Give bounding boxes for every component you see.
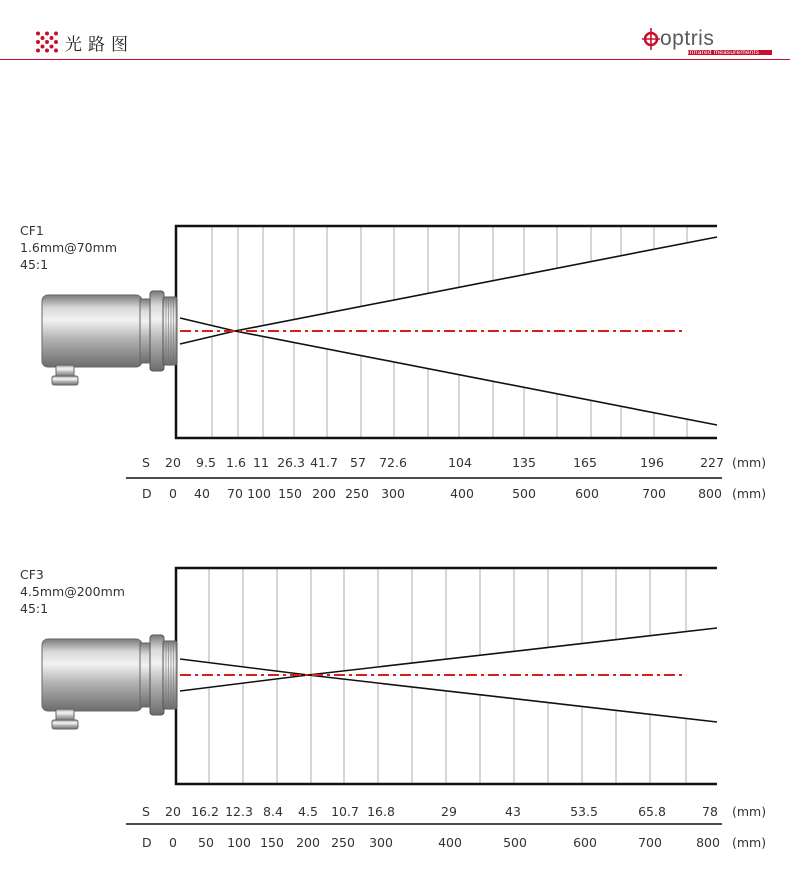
cf3-distance: 800 <box>696 835 720 850</box>
cf3-distance: 250 <box>331 835 355 850</box>
cf3-beam-line <box>180 675 308 691</box>
cf1-distance: 600 <box>575 486 599 501</box>
cf3-spot-size: 29 <box>441 804 457 819</box>
cf3-distance: 200 <box>296 835 320 850</box>
cf3-distance: 150 <box>260 835 284 850</box>
cf3-beam-line <box>308 675 717 722</box>
cf1-distance: 500 <box>512 486 536 501</box>
page-title: 光路图 <box>65 35 134 55</box>
cf1-d-label: D <box>142 486 152 501</box>
cf1-spot-size: 57 <box>350 455 366 470</box>
cf1-sensor-icon <box>42 291 177 385</box>
cf3-optical-diagram <box>0 562 790 850</box>
cf3-spot-size: 53.5 <box>570 804 598 819</box>
logo-subtitle: infrared measurements <box>688 49 760 56</box>
cf1-diagram-svg <box>0 220 790 510</box>
cf1-beam-line <box>235 237 717 331</box>
cf3-model-label: CF3 <box>20 567 44 582</box>
cf3-spot-size: 65.8 <box>638 804 666 819</box>
cf1-distance: 100 <box>247 486 271 501</box>
cf1-spot-size: 196 <box>640 455 664 470</box>
cf3-s-unit: (mm) <box>732 804 767 819</box>
cf3-d-unit: (mm) <box>732 835 767 850</box>
cf1-spot-size: 9.5 <box>196 455 216 470</box>
cf3-spot-size: 16.2 <box>191 804 219 819</box>
cf1-distance: 40 <box>194 486 210 501</box>
cf3-d-label: D <box>142 835 152 850</box>
cf1-s-unit: (mm) <box>732 455 767 470</box>
dot-grid-icon <box>36 31 58 53</box>
cf1-optical-diagram <box>0 220 790 500</box>
cf3-distance: 0 <box>169 835 177 850</box>
cf1-spot-size: 72.6 <box>379 455 407 470</box>
cf3-spot-size: 4.5 <box>298 804 318 819</box>
cf1-spot-size: 165 <box>573 455 597 470</box>
cf1-distance: 70 <box>227 486 243 501</box>
cf3-distance: 600 <box>573 835 597 850</box>
cf3-distance: 100 <box>227 835 251 850</box>
cf3-beam-line <box>308 628 717 675</box>
cf3-distance: 50 <box>198 835 214 850</box>
cf3-distance: 400 <box>438 835 462 850</box>
header-divider <box>0 59 790 60</box>
cf1-beam-line <box>235 331 717 425</box>
cf3-distance: 500 <box>503 835 527 850</box>
cf3-spot-size: 20 <box>165 804 181 819</box>
cf3-spot-size: 43 <box>505 804 521 819</box>
cf3-spot-size: 78 <box>702 804 718 819</box>
cf1-distance: 400 <box>450 486 474 501</box>
cf1-ratio-label: 45:1 <box>20 257 49 272</box>
cf1-distance: 300 <box>381 486 405 501</box>
cf3-distance: 700 <box>638 835 662 850</box>
cf3-diagram-svg <box>0 562 790 852</box>
cf1-distance: 150 <box>278 486 302 501</box>
logo-text: optris <box>660 27 715 50</box>
cf1-model-label: CF1 <box>20 223 44 238</box>
cf3-beam-line <box>180 659 308 675</box>
cf1-spot-size: 1.6 <box>226 455 246 470</box>
cf1-distance: 250 <box>345 486 369 501</box>
cf3-spot-size: 8.4 <box>263 804 283 819</box>
page-header <box>0 0 790 60</box>
cf3-sensor-icon <box>42 635 177 729</box>
cf3-distance: 300 <box>369 835 393 850</box>
cf1-spot-size: 20 <box>165 455 181 470</box>
cf1-beam-line <box>180 318 235 331</box>
cf3-s-label: S <box>142 804 150 819</box>
cf3-spot-size: 16.8 <box>367 804 395 819</box>
cf1-spot-size: 11 <box>253 455 269 470</box>
cf1-s-label: S <box>142 455 150 470</box>
cf1-spot-size: 104 <box>448 455 472 470</box>
cf1-distance: 700 <box>642 486 666 501</box>
cf1-distance: 0 <box>169 486 177 501</box>
cf1-spot-size: 41.7 <box>310 455 338 470</box>
cf1-spec-label: 1.6mm@70mm <box>20 240 117 255</box>
cf1-spot-size: 227 <box>700 455 724 470</box>
cf1-distance: 800 <box>698 486 722 501</box>
cf3-spot-size: 12.3 <box>225 804 253 819</box>
cf3-spec-label: 4.5mm@200mm <box>20 584 125 599</box>
cf1-beam-line <box>180 331 235 344</box>
cf3-spot-size: 10.7 <box>331 804 359 819</box>
cf1-spot-size: 135 <box>512 455 536 470</box>
cf1-spot-size: 26.3 <box>277 455 305 470</box>
cf1-d-unit: (mm) <box>732 486 767 501</box>
cf1-distance: 200 <box>312 486 336 501</box>
cf3-ratio-label: 45:1 <box>20 601 49 616</box>
